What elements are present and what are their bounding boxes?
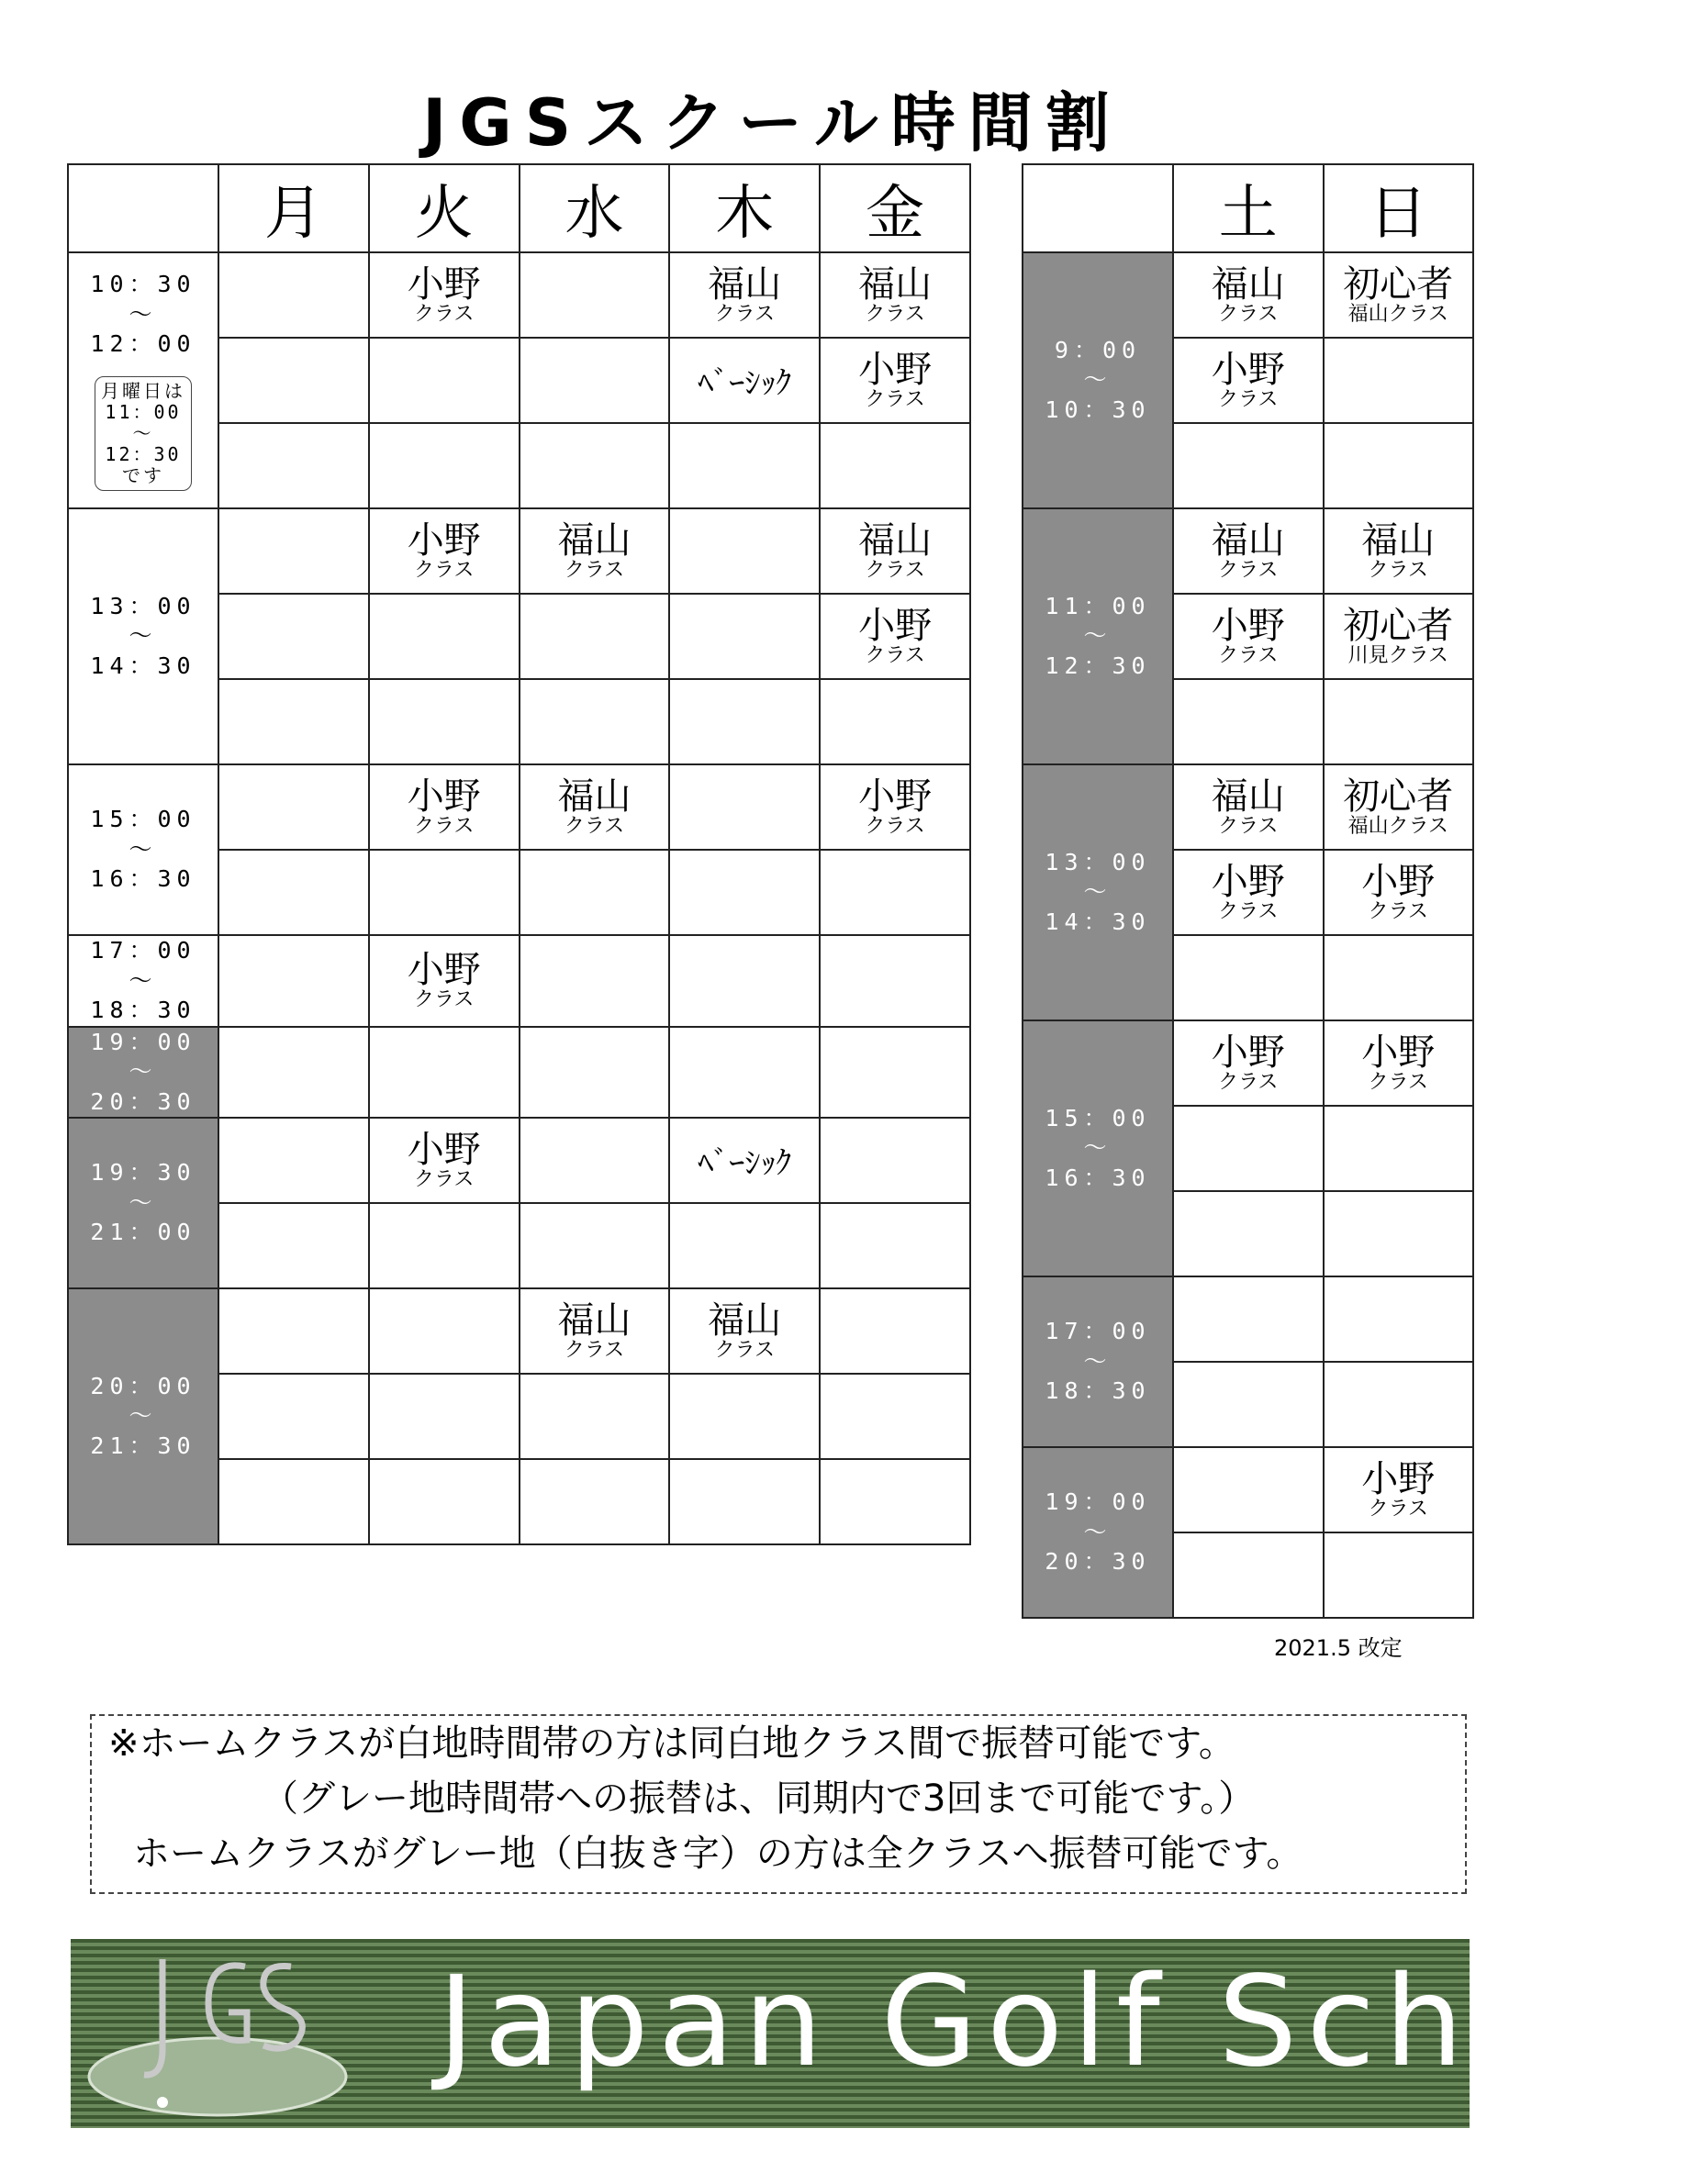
class-cell [218,679,369,764]
time-slot [68,508,218,764]
class-name: 初心者 [1343,604,1454,647]
class-cell [1324,935,1474,1020]
revision-date: 2021.5 改定 [1274,1635,1403,1661]
timetable-row [68,1027,970,1119]
class-name: 小野 [1211,348,1285,391]
time-text: 9：00 [1054,336,1142,363]
class-label: クラス [414,558,475,582]
day-header: 水 [520,164,670,252]
class-cell [1324,850,1474,935]
class-label: 川見クラス [1347,643,1448,667]
timetable-row [1023,1447,1473,1532]
class-cell [1173,679,1324,764]
time-slot [68,1118,218,1288]
class-cell [1173,935,1324,1020]
class-cell [1173,1362,1324,1447]
class-label: クラス [1218,814,1279,838]
class-label: クラス [564,1338,625,1362]
timetable-row [68,1118,970,1203]
class-cell [669,679,820,764]
time-text: ～ [129,300,158,328]
time-text: 20：30 [90,1087,196,1115]
class-cell [1173,850,1324,935]
class-cell [1173,1106,1324,1191]
class-cell [1173,338,1324,423]
class-cell [218,850,369,935]
class-name: 小野 [407,518,481,562]
class-cell [820,679,970,764]
weekend-timetable [1022,163,1474,1619]
class-cell [1324,1276,1474,1362]
class-name: 福山 [1211,262,1285,306]
timetable-row [1023,764,1473,850]
class-cell [218,1374,369,1459]
day-header: 金 [820,164,970,252]
class-name: 小野 [1361,1457,1436,1500]
class-name: 福山 [1211,774,1285,818]
timetable-row [1023,508,1473,594]
class-cell [369,1203,520,1288]
class-cell [520,1374,670,1459]
class-cell [1324,1106,1474,1191]
timetable-row [68,935,970,1027]
class-cell [1173,1191,1324,1276]
class-cell [1173,1276,1324,1362]
class-cell [369,764,520,850]
class-name: 小野 [407,948,481,991]
time-text: 18：30 [90,997,196,1023]
class-cell [669,252,820,338]
class-cell [520,252,670,338]
class-cell [218,594,369,679]
class-cell [520,1288,670,1374]
time-text: ～ [1083,1518,1112,1545]
class-label: クラス [865,302,925,326]
class-name: 小野 [1211,604,1285,647]
time-slot [68,252,218,508]
time-text: 17：00 [90,937,196,964]
class-cell [669,1288,820,1374]
class-cell [369,252,520,338]
class-cell [820,1459,970,1544]
class-cell [520,1027,670,1119]
class-name: 福山 [858,518,933,562]
day-header: 日 [1324,164,1474,252]
class-cell [820,1288,970,1374]
time-slot [1023,252,1173,508]
time-text: 21：30 [90,1432,196,1459]
time-slot [1023,508,1173,764]
timetable-row [1023,1276,1473,1362]
timetable-row [68,508,970,594]
class-cell [520,423,670,508]
class-label: クラス [1368,899,1428,923]
class-label: クラス [1368,1497,1428,1521]
time-text: ～ [1083,878,1112,906]
time-text: 11：00 [1045,592,1151,619]
class-cell [218,1027,369,1119]
class-name: 初心者 [1343,774,1454,818]
class-name: 小野 [1361,1031,1436,1074]
class-cell [1324,338,1474,423]
note-text: です [122,463,164,486]
class-label: クラス [1218,1070,1279,1094]
time-text: ～ [129,622,158,650]
class-label: クラス [1218,387,1279,411]
class-cell [1324,1191,1474,1276]
class-label: クラス [414,814,475,838]
class-name: 福山 [1361,518,1436,562]
time-text: 18：30 [1045,1377,1151,1405]
time-text: ～ [1083,622,1112,650]
time-text: 20：30 [1045,1548,1151,1576]
time-text: 12：30 [1045,652,1151,679]
class-cell [669,338,820,423]
class-label: クラス [564,814,625,838]
time-text: 15：00 [1045,1104,1151,1131]
class-cell [669,508,820,594]
class-cell [669,1027,820,1119]
class-name: 小野 [407,774,481,818]
time-slot [68,764,218,935]
class-label: クラス [1368,558,1428,582]
class-cell [520,1203,670,1288]
class-label: クラス [865,558,925,582]
class-cell [1324,1362,1474,1447]
time-slot [1023,1020,1173,1276]
class-cell [369,594,520,679]
class-cell [218,1203,369,1288]
class-cell [369,935,520,1027]
class-cell [1324,1532,1474,1618]
page-title: JGSスクール時間割 [422,85,1123,161]
class-name: 小野 [407,1128,481,1171]
weekday-timetable [67,163,971,1545]
class-cell [1324,1447,1474,1532]
time-text: ～ [1083,1347,1112,1375]
class-cell [820,764,970,850]
class-label: 福山クラス [1347,814,1448,838]
class-cell [369,1288,520,1374]
class-cell [218,1118,369,1203]
class-cell [520,338,670,423]
class-cell [820,850,970,935]
class-cell [1324,508,1474,594]
class-label: クラス [1368,1070,1428,1094]
time-text: 17：00 [1045,1318,1151,1345]
time-text: 14：30 [1045,908,1151,935]
class-cell [1324,764,1474,850]
class-cell [820,252,970,338]
class-label: クラス [414,302,475,326]
day-header: 火 [369,164,520,252]
class-cell [369,850,520,935]
class-cell [669,1118,820,1203]
class-cell [1324,252,1474,338]
class-cell [669,594,820,679]
class-cell [218,338,369,423]
corner-cell [1023,164,1173,252]
time-slot [68,1288,218,1544]
time-text: ～ [1083,366,1112,394]
class-cell [820,1118,970,1203]
class-cell [1173,594,1324,679]
class-name: 小野 [858,348,933,391]
banner-text: Japan Golf School [438,1950,1688,2095]
class-cell [1173,423,1324,508]
day-header: 木 [669,164,820,252]
class-cell [218,1288,369,1374]
day-header: 土 [1173,164,1324,252]
class-cell [369,1459,520,1544]
class-cell [1324,594,1474,679]
class-cell [669,423,820,508]
corner-cell [68,164,218,252]
class-cell [520,594,670,679]
class-cell [669,1374,820,1459]
class-name: 福山 [708,262,782,306]
time-text: 19：00 [1045,1488,1151,1516]
class-cell [369,1118,520,1203]
timetable-row [68,1288,970,1374]
class-cell [820,935,970,1027]
class-cell [1324,1020,1474,1106]
timetable-row [1023,1020,1473,1106]
time-text: 19：30 [90,1159,196,1187]
class-cell [669,1203,820,1288]
class-cell [369,508,520,594]
time-text: 16：30 [90,865,196,893]
class-cell [820,1203,970,1288]
class-label: クラス [414,1167,475,1191]
class-cell [1173,1532,1324,1618]
basic-class: ﾍﾞｰｼｯｸ [698,365,792,402]
time-text: ～ [129,1188,158,1216]
time-text: 13：00 [90,592,196,619]
class-label: クラス [564,558,625,582]
class-name: 小野 [407,262,481,306]
day-header: 月 [218,164,369,252]
class-cell [520,850,670,935]
time-text: 15：00 [90,806,196,833]
class-name: 小野 [1211,860,1285,903]
notice-line-2: （グレー地時間帯への振替は、同期内で3回まで可能です。） [262,1777,1256,1820]
monday-time-note [95,376,192,491]
class-cell [520,508,670,594]
notice-line-1: ※ホームクラスが白地時間帯の方は同白地クラス間で振替可能です。 [108,1722,1235,1765]
class-label: クラス [1218,558,1279,582]
note-text: 11：00 [105,400,182,423]
class-name: 小野 [858,604,933,647]
class-cell [369,1374,520,1459]
class-cell [1173,252,1324,338]
time-slot [1023,764,1173,1020]
timetable-row [1023,252,1473,338]
class-cell [369,679,520,764]
class-cell [669,764,820,850]
class-label: クラス [714,302,775,326]
class-label: クラス [865,387,925,411]
class-cell [1173,508,1324,594]
time-text: 13：00 [1045,848,1151,875]
class-name: 小野 [1361,860,1436,903]
class-name: 福山 [708,1298,782,1342]
time-slot [1023,1276,1173,1447]
class-cell [1173,1020,1324,1106]
class-label: クラス [414,987,475,1011]
class-cell [820,594,970,679]
class-cell [1173,764,1324,850]
class-cell [369,1027,520,1119]
class-cell [820,508,970,594]
class-cell [369,338,520,423]
time-text: ～ [129,835,158,863]
class-label: クラス [1218,302,1279,326]
class-cell [820,1027,970,1119]
class-cell [820,1374,970,1459]
time-text: 10：30 [1045,396,1151,423]
class-name: 福山 [557,774,632,818]
time-slot [68,935,218,1027]
class-cell [369,423,520,508]
notice-box [90,1714,1467,1894]
class-cell [218,935,369,1027]
time-text: 21：00 [90,1219,196,1246]
time-text: 10：30 [90,271,196,298]
class-name: 福山 [1211,518,1285,562]
class-name: 福山 [557,518,632,562]
class-label: クラス [865,643,925,667]
class-cell [520,935,670,1027]
time-slot [68,1027,218,1119]
class-cell [820,423,970,508]
class-label: クラス [1218,643,1279,667]
time-text: ～ [129,1058,158,1085]
class-cell [1173,1447,1324,1532]
class-cell [520,1459,670,1544]
note-text: 月曜日は [101,379,185,402]
time-text: ～ [1083,1134,1112,1162]
class-name: 初心者 [1343,262,1454,306]
class-cell [218,1459,369,1544]
class-cell [669,935,820,1027]
timetable-row [68,252,970,338]
class-label: クラス [714,1338,775,1362]
class-cell [218,764,369,850]
time-slot [1023,1447,1173,1618]
class-name: 小野 [858,774,933,818]
class-label: 福山クラス [1347,302,1448,326]
class-cell [218,252,369,338]
class-cell [669,850,820,935]
note-text: 12：30 [105,442,182,465]
class-cell [520,764,670,850]
note-text: ～ [132,421,154,444]
school-banner [71,1939,1688,2128]
class-name: 福山 [858,262,933,306]
class-cell [669,1459,820,1544]
time-text: 19：00 [90,1028,196,1055]
class-cell [520,679,670,764]
time-text: 14：30 [90,652,196,679]
time-text: ～ [129,966,158,994]
class-cell [218,508,369,594]
class-name: 小野 [1211,1031,1285,1074]
class-cell [820,338,970,423]
time-text: 20：00 [90,1372,196,1399]
class-cell [520,1118,670,1203]
class-label: クラス [865,814,925,838]
notice-line-3: ホームクラスがグレー地（白抜き字）の方は全クラスへ振替可能です。 [133,1833,1303,1875]
timetable-row [68,764,970,850]
class-label: クラス [1218,899,1279,923]
basic-class: ﾍﾞｰｼｯｸ [698,1145,792,1182]
class-cell [218,423,369,508]
class-cell [1324,423,1474,508]
time-text: 16：30 [1045,1164,1151,1191]
class-name: 福山 [557,1298,632,1342]
time-text: ～ [129,1402,158,1430]
time-text: 12：00 [90,330,196,358]
class-cell [1324,679,1474,764]
